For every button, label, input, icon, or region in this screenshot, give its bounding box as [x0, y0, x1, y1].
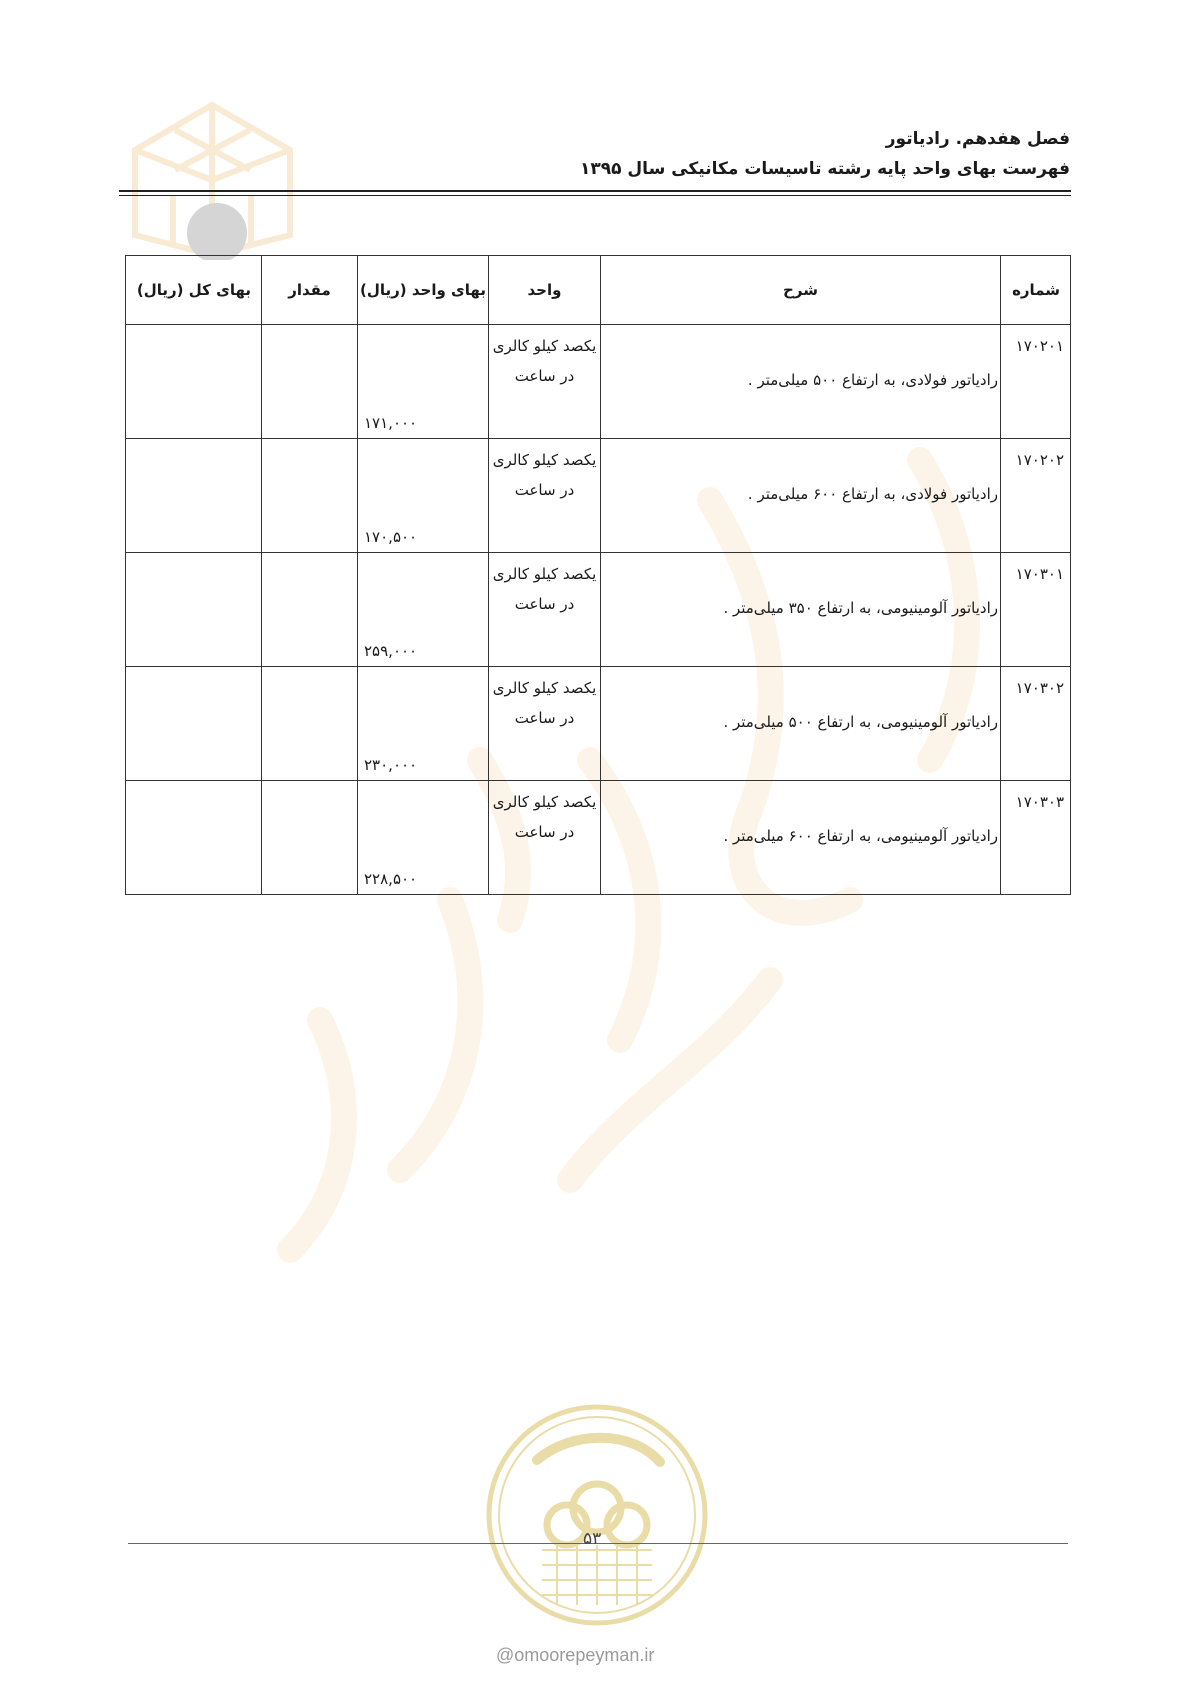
column-header-total-price: بهای کل (ریال): [126, 256, 262, 325]
item-quantity: [262, 553, 358, 667]
price-list-table: [125, 255, 1071, 895]
column-header-quantity: مقدار: [262, 256, 358, 325]
item-code: ۱۷۰۳۰۱: [1001, 553, 1071, 667]
item-unit-price-value: ۱۷۰,۵۰۰: [364, 528, 418, 546]
item-description: رادیاتور آلومینیومی، به ارتفاع ۶۰۰ میلی‌متر .: [601, 781, 1001, 895]
item-quantity: [262, 781, 358, 895]
item-quantity: [262, 667, 358, 781]
table-header-row: [126, 256, 1071, 325]
page-number: ۵۳: [583, 1529, 602, 1549]
item-unit-price: [358, 553, 489, 667]
item-unit-price-value: ۱۷۱,۰۰۰: [364, 414, 418, 432]
item-description: رادیاتور فولادی، به ارتفاع ۶۰۰ میلی‌متر .: [601, 439, 1001, 553]
website-watermark: [496, 1645, 654, 1666]
at-icon: @: [496, 1645, 515, 1665]
item-unit: یکصد کیلو کالری در ساعت: [489, 553, 601, 667]
item-unit-price: [358, 439, 489, 553]
item-description: رادیاتور آلومینیومی، به ارتفاع ۳۵۰ میلی‌متر .: [601, 553, 1001, 667]
item-unit-price: [358, 325, 489, 439]
chapter-title: فصل هفدهم. رادیاتور: [885, 129, 1070, 149]
item-unit-price-value: ۲۵۹,۰۰۰: [364, 642, 418, 660]
header-rule-thin: [119, 195, 1071, 196]
column-header-description: شرح: [601, 256, 1001, 325]
item-total-price: [126, 781, 262, 895]
item-code: ۱۷۰۲۰۲: [1001, 439, 1071, 553]
table-row: [126, 325, 1071, 439]
table-row: [126, 439, 1071, 553]
document-subtitle: فهرست بهای واحد پایه رشته تاسیسات مکانیکی سال ۱۳۹۵: [580, 159, 1070, 179]
table-row: [126, 553, 1071, 667]
item-code: ۱۷۰۳۰۲: [1001, 667, 1071, 781]
item-total-price: [126, 667, 262, 781]
item-unit-price: [358, 667, 489, 781]
watermark-seal: [482, 1400, 712, 1630]
item-unit: یکصد کیلو کالری در ساعت: [489, 781, 601, 895]
watermark-cube-logo: [125, 95, 300, 260]
item-unit: یکصد کیلو کالری در ساعت: [489, 667, 601, 781]
item-description: رادیاتور فولادی، به ارتفاع ۵۰۰ میلی‌متر .: [601, 325, 1001, 439]
item-quantity: [262, 439, 358, 553]
item-total-price: [126, 325, 262, 439]
column-header-unit: واحد: [489, 256, 601, 325]
column-header-unit-price: بهای واحد (ریال): [358, 256, 489, 325]
page-header: [580, 124, 1070, 184]
table-row: [126, 667, 1071, 781]
item-code: ۱۷۰۳۰۳: [1001, 781, 1071, 895]
cube-logo-icon: [125, 95, 300, 260]
item-total-price: [126, 439, 262, 553]
item-unit-price-value: ۲۳۰,۰۰۰: [364, 756, 418, 774]
website-label: omoorepeyman.ir: [514, 1645, 655, 1665]
item-unit-price-value: ۲۲۸,۵۰۰: [364, 870, 418, 888]
column-header-code: شماره: [1001, 256, 1071, 325]
item-description: رادیاتور آلومینیومی، به ارتفاع ۵۰۰ میلی‌متر .: [601, 667, 1001, 781]
item-quantity: [262, 325, 358, 439]
header-rule-thick: [119, 190, 1071, 192]
item-unit: یکصد کیلو کالری در ساعت: [489, 325, 601, 439]
item-code: ۱۷۰۲۰۱: [1001, 325, 1071, 439]
item-unit-price: [358, 781, 489, 895]
seal-icon: [482, 1400, 712, 1630]
table-row: [126, 781, 1071, 895]
item-total-price: [126, 553, 262, 667]
item-unit: یکصد کیلو کالری در ساعت: [489, 439, 601, 553]
